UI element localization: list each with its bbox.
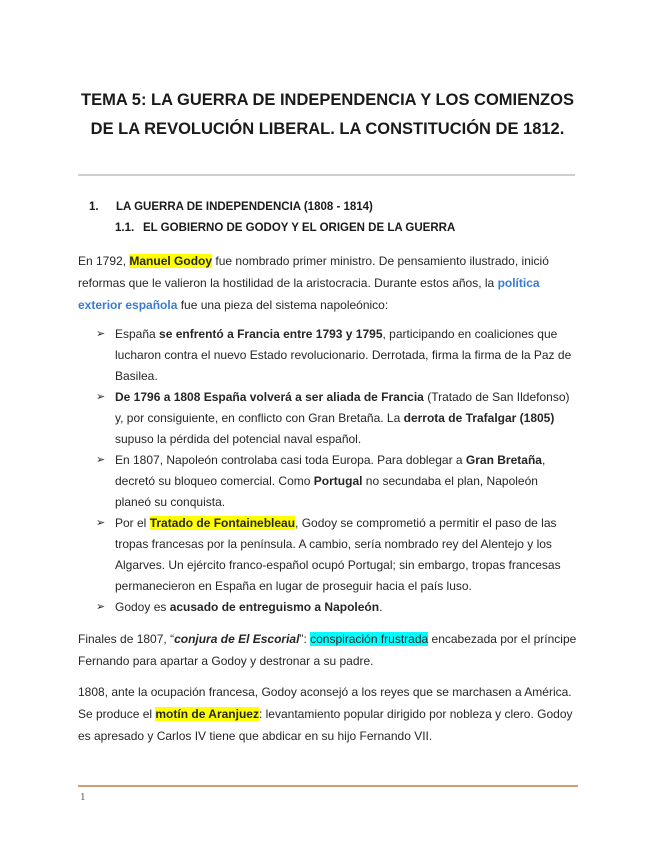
text: , participando en coaliciones que lucharon contra el nuevo Estado revolucionario. Derrotada, firma la firma de la Paz de Basilea.	[115, 327, 572, 383]
text: ”:	[299, 632, 311, 646]
text: Por el	[115, 516, 150, 530]
text: Godoy es	[115, 600, 170, 614]
arrow-bullet-icon: ➢	[96, 517, 106, 529]
bold-text: Gran Bretaña	[465, 453, 542, 467]
text: supuso la pérdida del potencial naval español.	[115, 432, 362, 446]
text: , decretó su bloqueo comercial. Como	[115, 453, 546, 488]
arrow-bullet-icon: ➢	[96, 391, 106, 403]
bold-text: derrota de Trafalgar (1805)	[403, 411, 555, 425]
text: no secundaba el plan, Napoleón planeó su conquista.	[115, 474, 538, 509]
text: , Godoy se comprometió a permitir el paso de las tropas francesas por la península. A cambio, sería nombrado rey del Alentejo y los Algarves. Un ejército franco-español ocupó Portugal; sin embargo, tropas francesas permanecieron en España en lugar de proseguir hacia el país luso.	[115, 516, 561, 593]
bold-text: De 1796 a 1808 España volverá a ser aliada de Francia	[115, 390, 424, 404]
list-item	[96, 450, 576, 513]
highlight-fontainebleau: Tratado de Fontainebleau	[149, 516, 296, 530]
bullet-list	[96, 324, 576, 618]
arrow-bullet-icon: ➢	[96, 328, 106, 340]
page-number: 1	[80, 791, 86, 803]
list-item	[96, 513, 576, 597]
subsection-heading-1-1	[115, 222, 455, 234]
section-number: 1.	[89, 201, 99, 213]
page-title	[62, 86, 593, 144]
list-item	[96, 387, 576, 450]
list-item	[96, 597, 576, 618]
text: En 1792,	[78, 254, 130, 268]
title-divider	[78, 174, 575, 176]
aranjuez-paragraph	[78, 681, 578, 747]
text: fue nombrado primer ministro. De pensamiento ilustrado, inició reformas que le valieron la hostilidad de la aristocracia. Durante estos años, la	[78, 254, 549, 290]
intro-paragraph	[78, 250, 578, 316]
highlight-manuel-godoy: Manuel Godoy	[129, 254, 213, 268]
text: 1808, ante la ocupación francesa, Godoy aconsejó a los reyes que se marchasen a América. Se produce el	[78, 685, 572, 721]
bold-text: Portugal	[313, 474, 363, 488]
text: España	[115, 327, 160, 341]
politica-exterior-link[interactable]: política exterior española	[78, 276, 540, 312]
text: (Tratado de San Ildefonso) y, por consiguiente, en conflicto con Gran Bretaña. La	[115, 390, 570, 425]
section-heading-1	[89, 201, 373, 213]
arrow-bullet-icon: ➢	[96, 454, 106, 466]
text: encabezada por el príncipe Fernando para apartar a Godoy y destronar a su padre.	[78, 632, 577, 668]
highlight-conspiracion: conspiración frustrada	[310, 632, 429, 646]
text: .	[379, 600, 383, 614]
title-line-1: TEMA 5: LA GUERRA DE INDEPENDENCIA Y LOS COMIENZOS	[81, 91, 574, 109]
text: En 1807, Napoleón controlaba casi toda Europa. Para doblegar a	[115, 453, 466, 467]
section-label: LA GUERRA DE INDEPENDENCIA (1808 - 1814)	[116, 201, 373, 213]
highlight-motin-aranjuez: motín de Aranjuez	[155, 707, 259, 721]
text: Finales de 1807, “	[78, 632, 175, 646]
footer-divider	[78, 785, 578, 787]
text: fue una pieza del sistema napoleónico:	[177, 298, 389, 312]
bold-text: se enfrentó a Francia entre 1793 y 1795	[159, 327, 383, 341]
title-line-2: DE LA REVOLUCIÓN LIBERAL. LA CONSTITUCIÓN DE 1812.	[90, 120, 565, 138]
list-item	[96, 324, 576, 387]
text: : levantamiento popular dirigido por nobleza y clero. Godoy es apresado y Carlos IV tiene que abdicar en su hijo Fernando VII.	[78, 707, 573, 743]
bold-italic-text: conjura de El Escorial	[174, 632, 300, 646]
subsection-number: 1.1.	[115, 222, 135, 234]
bold-text: acusado de entreguismo a Napoleón	[169, 600, 380, 614]
escorial-paragraph	[78, 628, 578, 672]
subsection-label: EL GOBIERNO DE GODOY Y EL ORIGEN DE LA GUERRA	[143, 222, 456, 234]
arrow-bullet-icon: ➢	[96, 601, 106, 613]
